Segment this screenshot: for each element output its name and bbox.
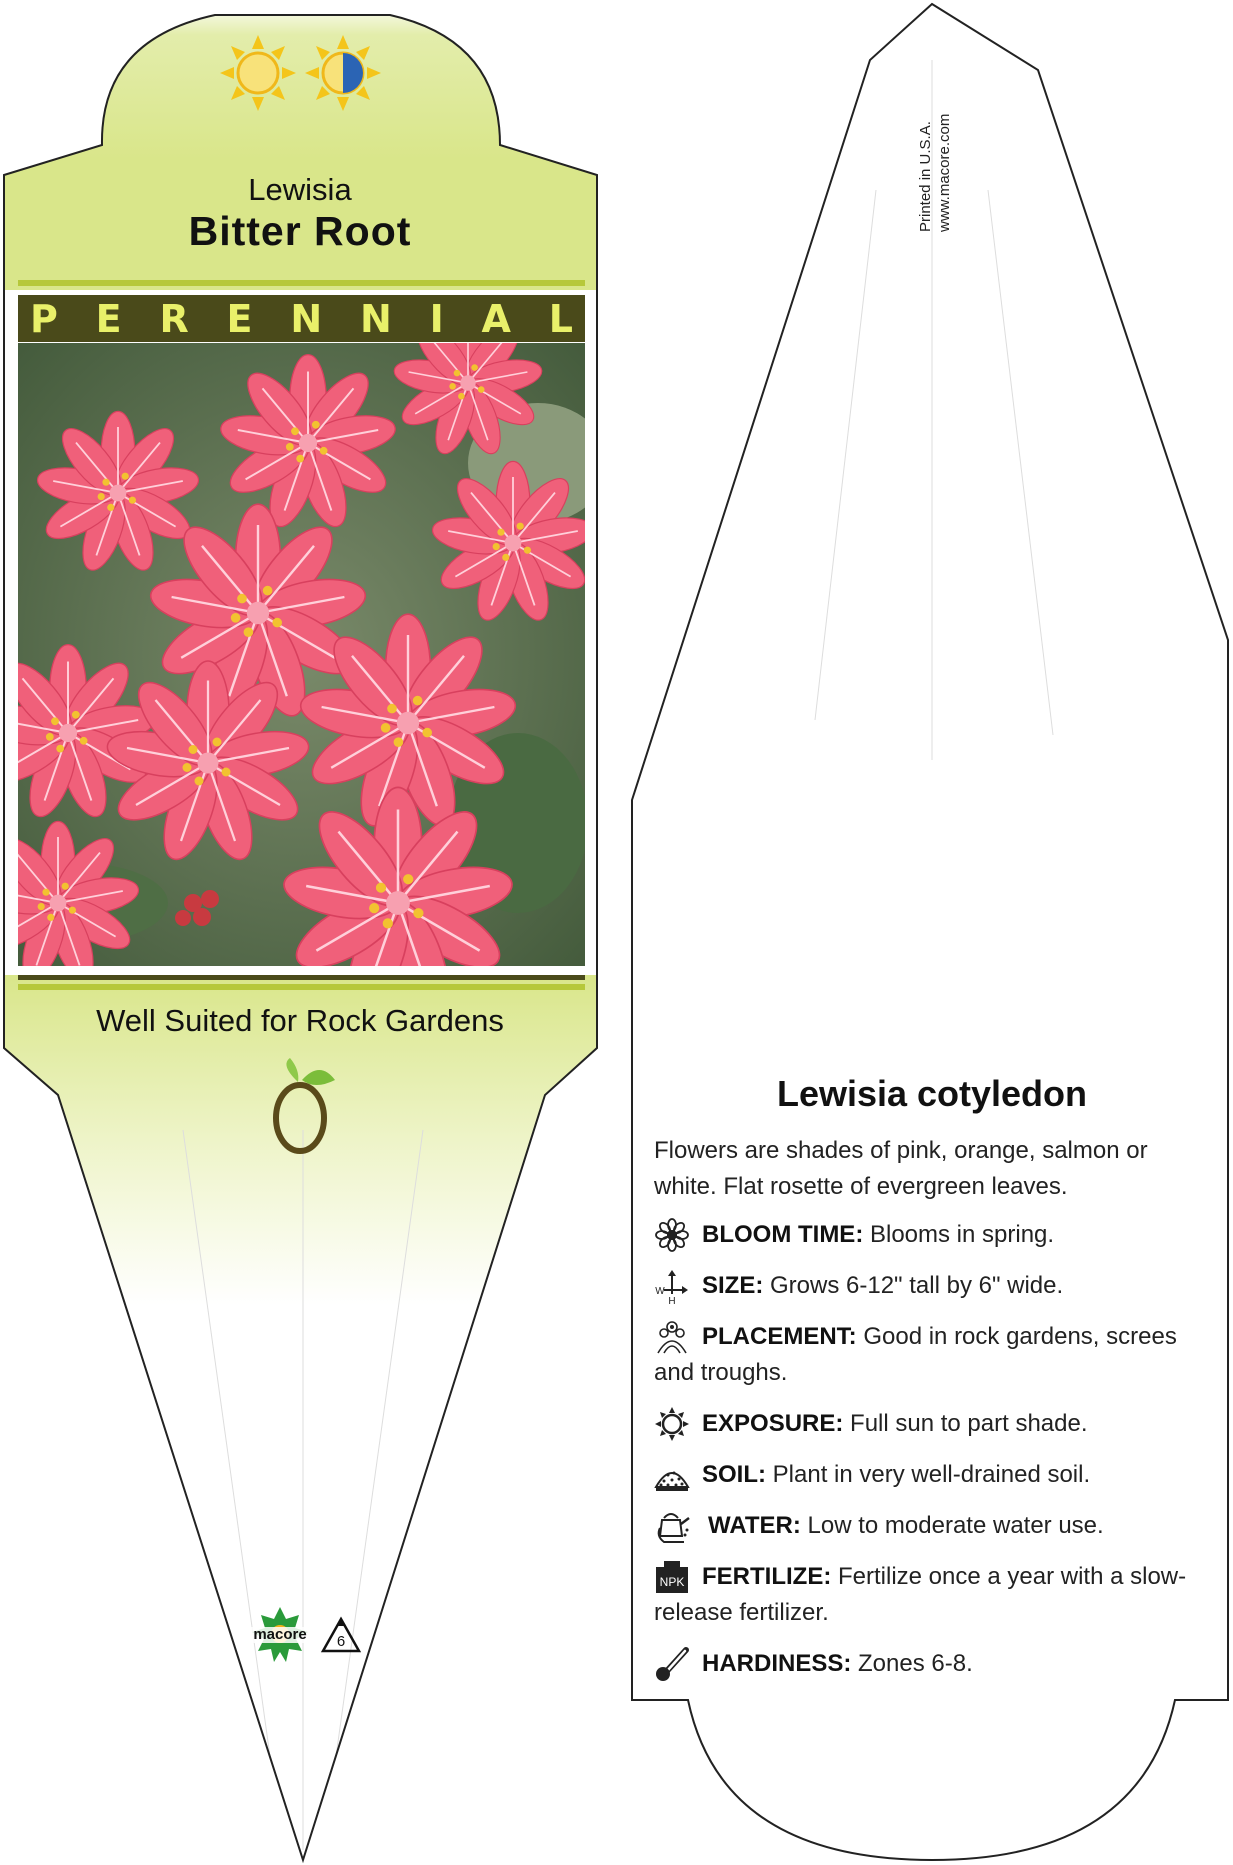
placement-icon	[654, 1319, 690, 1355]
care-label: WATER:	[708, 1512, 801, 1539]
size-icon-h: H	[668, 1296, 676, 1304]
category-letter: R	[159, 296, 189, 341]
soil-icon	[654, 1457, 690, 1493]
care-text: Zones 6-8.	[851, 1650, 973, 1677]
printed-in-text: Printed in U.S.A.	[917, 121, 934, 232]
category-letter: A	[481, 296, 511, 341]
care-label: SOIL:	[702, 1461, 766, 1488]
care-text: Plant in very well-drained soil.	[766, 1461, 1091, 1488]
care-label: BLOOM TIME:	[702, 1221, 864, 1248]
care-row-exposure	[654, 1406, 1214, 1442]
care-row-size	[654, 1268, 1214, 1304]
npk-icon-text: NPK	[659, 1575, 685, 1589]
care-label: HARDINESS:	[702, 1650, 852, 1677]
care-text: Blooms in spring.	[863, 1221, 1055, 1248]
care-row-fertilize	[654, 1559, 1214, 1631]
care-text: Grows 6-12" tall by 6" wide.	[763, 1272, 1064, 1299]
care-text: Fertilize once a year with a slow-release fertilizer.	[654, 1563, 1187, 1626]
watering-can-icon	[654, 1508, 690, 1544]
common-name: Lewisia	[248, 172, 352, 207]
website-text: www.macore.com	[936, 113, 953, 232]
category-letter: E	[226, 296, 253, 341]
category-letter: E	[95, 296, 122, 341]
recycle-code: 6	[336, 1633, 346, 1650]
care-row-water	[654, 1508, 1214, 1544]
plant-photo	[18, 343, 585, 966]
care-label: FERTILIZE:	[702, 1563, 832, 1590]
care-row-hardiness	[654, 1646, 1214, 1682]
care-row-soil	[654, 1457, 1214, 1493]
category-letter: N	[359, 296, 392, 341]
size-icon	[654, 1268, 690, 1304]
npk-icon	[654, 1559, 690, 1595]
part-shade-icon	[305, 35, 381, 111]
brand-name: macore	[253, 1626, 307, 1643]
care-label: PLACEMENT:	[702, 1323, 857, 1350]
category-label	[18, 295, 585, 342]
care-text: Low to moderate water use.	[800, 1512, 1104, 1539]
category-letter: I	[429, 296, 444, 341]
care-label: SIZE:	[702, 1272, 764, 1299]
full-sun-icon	[220, 35, 296, 111]
size-icon-w: W	[655, 1286, 665, 1297]
flower-illustration	[18, 343, 585, 966]
thermometer-icon	[654, 1646, 690, 1682]
care-row-placement	[654, 1319, 1214, 1391]
tagline: Well Suited for Rock Gardens	[96, 1003, 504, 1038]
macore-logo	[245, 1605, 315, 1665]
botanical-name: Lewisia cotyledon	[776, 1073, 1088, 1114]
care-text: Full sun to part shade.	[843, 1410, 1088, 1437]
plant-description: Flowers are shades of pink, orange, salmon or white. Flat rosette of evergreen leaves.	[654, 1137, 1148, 1200]
care-row-bloom-time	[654, 1217, 1214, 1253]
recycle-icon	[320, 1615, 362, 1657]
care-text: Good in rock gardens, screes and troughs.	[654, 1323, 1177, 1386]
variety-name: Bitter Root	[188, 208, 412, 254]
care-label: EXPOSURE:	[702, 1410, 844, 1437]
category-letter: P	[30, 296, 58, 341]
category-letter: N	[290, 296, 323, 341]
category-letter: L	[548, 296, 573, 341]
sun-icon	[654, 1406, 690, 1442]
flower-icon	[654, 1217, 690, 1253]
